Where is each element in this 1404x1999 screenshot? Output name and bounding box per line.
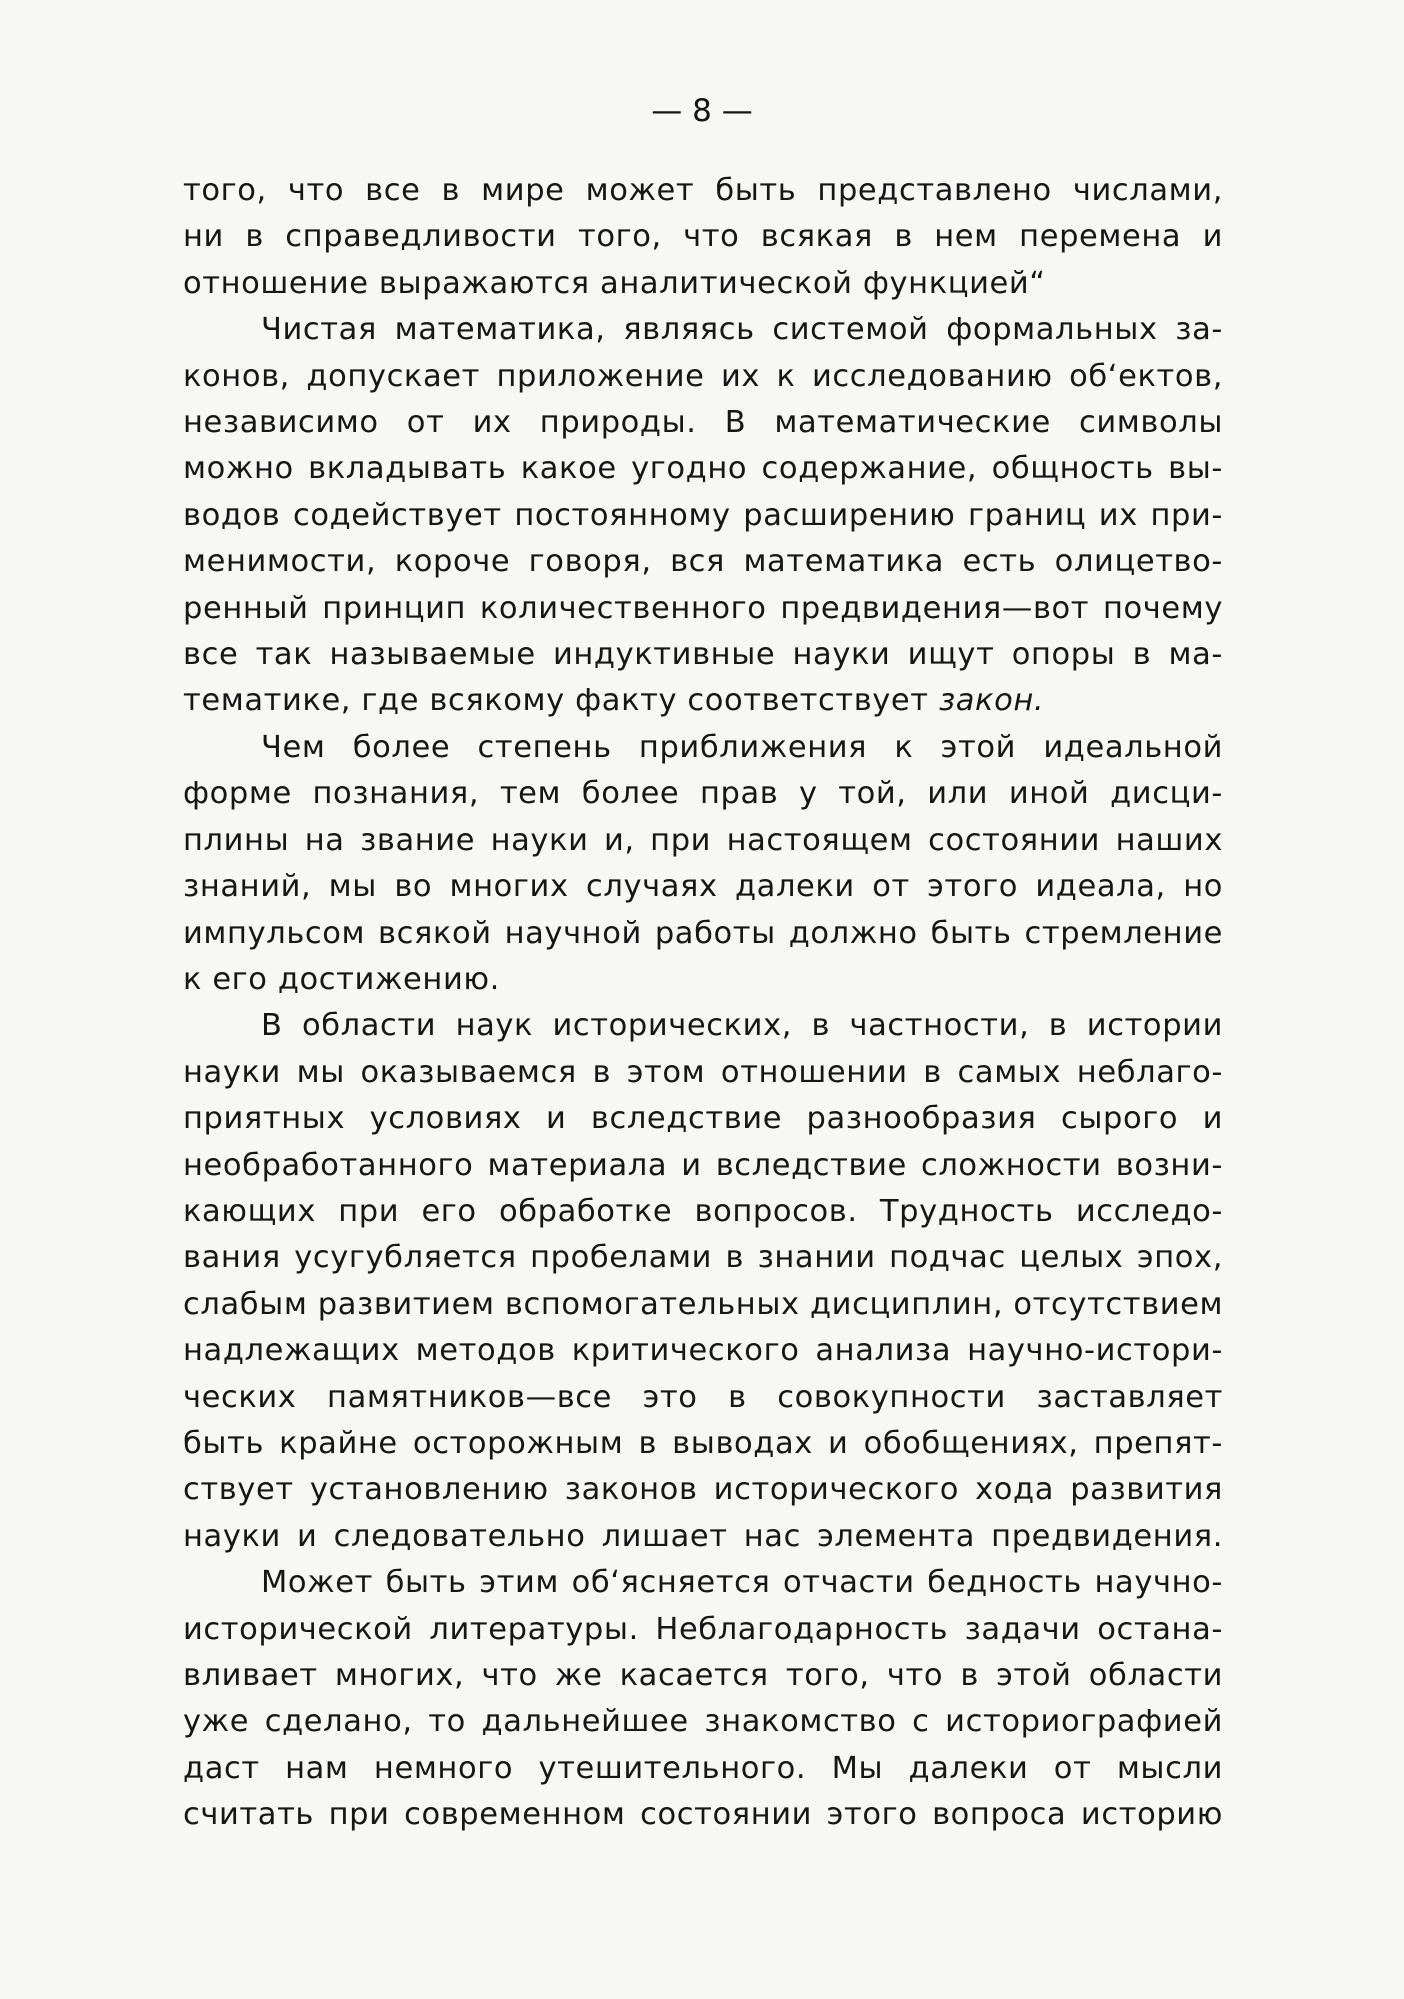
text-line	[183, 1143, 1223, 1189]
text-line	[183, 1421, 1223, 1467]
text-line-content: можно вкладывать какое угодно содержание, общность вы-	[183, 451, 1223, 487]
text-line	[183, 1746, 1223, 1792]
text-line	[183, 1699, 1223, 1745]
text-line	[183, 354, 1223, 400]
text-line-content: ческих памятников—все это в совокупности заставляет	[183, 1379, 1223, 1415]
text-line	[183, 632, 1223, 678]
text-line	[183, 1096, 1223, 1142]
text-line-content: науки и следовательно лишает нас элемента предвидения.	[183, 1518, 1223, 1554]
text-line-content: Чистая математика, являясь системой формальных за-	[261, 312, 1223, 348]
text-line	[183, 1560, 1223, 1606]
text-line	[183, 1467, 1223, 1513]
text-line-content: быть крайне осторожным в выводах и обобщениях, препят-	[183, 1425, 1223, 1461]
text-line	[183, 1607, 1223, 1653]
text-line	[183, 1375, 1223, 1421]
text-line	[183, 911, 1223, 957]
text-line-content: знаний, мы во многих случаях далеки от этого идеала, но	[183, 869, 1223, 905]
text-line-content: вливает многих, что же касается того, что в этой области	[183, 1658, 1223, 1693]
text-line-content: того, что все в мире может быть представлено числами,	[183, 173, 1223, 208]
text-line	[183, 1792, 1223, 1838]
text-line	[183, 400, 1223, 446]
text-line	[183, 818, 1223, 864]
text-line-content: слабым развитием вспомогательных дисциплин, отсутствием	[183, 1286, 1224, 1322]
text-line-content: все так называемые индуктивные науки ищут опоры в ма-	[183, 637, 1223, 673]
text-line-content: науки мы оказываемся в этом отношении в самых неблаго-	[183, 1054, 1223, 1090]
text-line-content: приятных условиях и вследствие разнообразия сырого и	[183, 1101, 1223, 1137]
text-line	[183, 678, 1223, 724]
text-line	[183, 539, 1223, 585]
text-line	[183, 446, 1223, 492]
text-line-content: исторической литературы. Неблагодарность задачи остана-	[183, 1611, 1223, 1647]
text-line	[183, 214, 1223, 260]
text-line-content: независимо от их природы. В математические символы	[183, 405, 1223, 441]
text-line	[183, 1189, 1223, 1235]
text-line	[183, 1003, 1223, 1049]
text-line	[183, 1653, 1223, 1699]
text-line	[183, 725, 1223, 771]
text-line	[183, 493, 1223, 539]
text-line-content: менимости, короче говоря, вся математика есть олицетво-	[183, 544, 1223, 580]
text-line	[183, 771, 1223, 817]
body-text	[183, 168, 1223, 1839]
text-line-content: считать при современном состоянии этого вопроса историю	[183, 1797, 1223, 1833]
text-line-content: В области наук исторических, в частности, в истории	[261, 1008, 1223, 1044]
text-line	[183, 307, 1223, 353]
text-line	[183, 1050, 1223, 1096]
text-line	[183, 1514, 1223, 1560]
text-line-content: конов, допускает приложение их к исследованию об‘ектов,	[183, 358, 1223, 394]
text-line-content: форме познания, тем более прав у той, или иной дисци-	[183, 776, 1223, 812]
text-line	[183, 1235, 1223, 1281]
text-line-content: Чем более степень приближения к этой идеальной	[261, 729, 1223, 765]
text-line	[183, 864, 1223, 910]
text-line	[183, 1328, 1223, 1374]
text-line-content: необработанного материала и вследствие сложности возни-	[183, 1147, 1223, 1183]
text-line-content: вания усугубляется пробелами в знании подчас целых эпох,	[183, 1240, 1223, 1276]
text-line	[183, 586, 1223, 632]
text-line-content: Может быть этим об‘ясняется отчасти бедность научно-	[261, 1565, 1223, 1601]
text-line-content: тематике, где всякому факту соответствует	[183, 683, 929, 719]
text-line-content: уже сделано, то дальнейшее знакомство с историографией	[183, 1704, 1223, 1740]
text-line-content: импульсом всякой научной работы должно быть стремление	[183, 915, 1223, 951]
italic-word: закон.	[938, 683, 1045, 719]
text-line	[183, 261, 1223, 307]
text-line	[183, 957, 1223, 1003]
text-line	[183, 168, 1223, 214]
text-line-content: ствует установлению законов исторического хода развития	[183, 1472, 1223, 1508]
text-line-content: к его достижению.	[183, 961, 500, 997]
text-line-content: водов содействует постоянному расширению границ их при-	[183, 497, 1223, 533]
text-line-content: плины на звание науки и, при настоящем состоянии наших	[183, 822, 1223, 858]
page-number: — 8 —	[651, 93, 753, 129]
text-line	[183, 1282, 1223, 1328]
text-line-content: ренный принцип количественного предвидения—вот почему	[183, 590, 1223, 626]
text-line-content: ни в справедливости того, что всякая в нем перемена и	[183, 219, 1223, 255]
text-line-content: надлежащих методов критического анализа научно-истори-	[183, 1333, 1223, 1369]
text-line-content: отношение выражаются аналитической функцией“	[183, 265, 1046, 301]
text-line-content: кающих при его обработке вопросов. Трудность исследо-	[183, 1193, 1223, 1229]
text-line-content: даст нам немного утешительного. Мы далеки от мысли	[183, 1750, 1223, 1786]
